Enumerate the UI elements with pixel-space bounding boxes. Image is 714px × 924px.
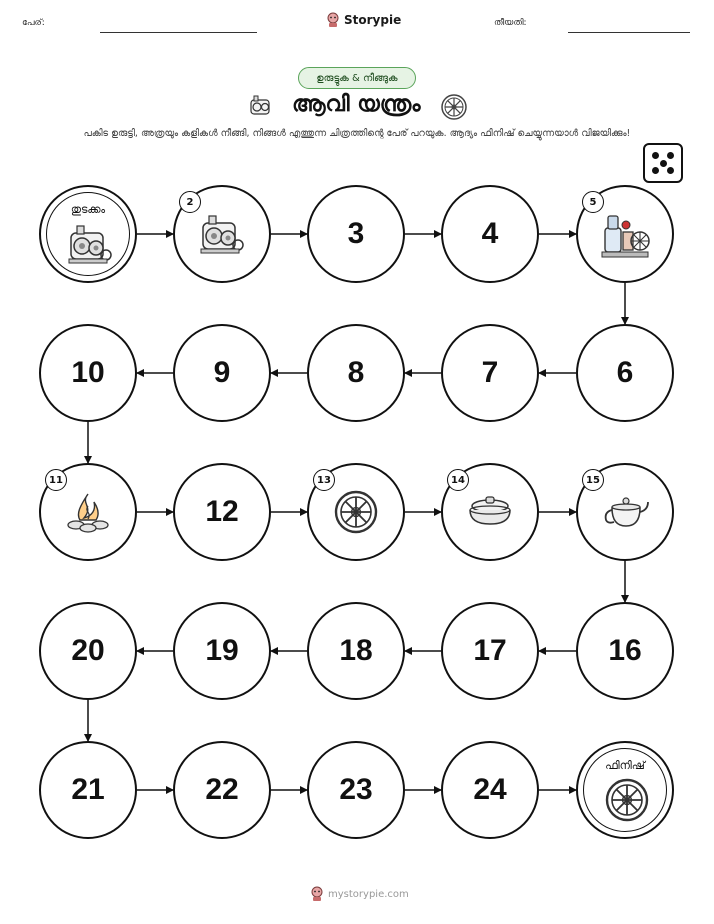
board-space-19 xyxy=(173,602,271,700)
space-number: 18 xyxy=(339,634,373,667)
space-number-badge: 11 xyxy=(45,469,67,491)
footer-site: mystorypie.com xyxy=(328,888,409,900)
start-space xyxy=(39,185,137,283)
board-space-21 xyxy=(39,741,137,839)
space-number: 3 xyxy=(347,217,365,250)
start-label: തുടക്കം xyxy=(70,203,106,216)
space-number-badge: 15 xyxy=(582,469,604,491)
space-number: 20 xyxy=(71,634,105,667)
board-space-7 xyxy=(441,324,539,422)
wagon-wheel-icon xyxy=(333,489,379,535)
board-space-24 xyxy=(441,741,539,839)
board-space-13 xyxy=(307,463,405,561)
space-number: 12 xyxy=(205,495,239,528)
brand-name: Storypie xyxy=(344,13,402,27)
board-space-22 xyxy=(173,741,271,839)
finish-label: ഫിനിഷ് xyxy=(605,759,645,772)
space-number: 7 xyxy=(481,356,499,389)
board-space-6 xyxy=(576,324,674,422)
space-number: 21 xyxy=(71,773,105,806)
name-label: പേര്: xyxy=(22,18,45,28)
board-space-15 xyxy=(576,463,674,561)
space-number: 6 xyxy=(616,356,634,389)
space-number: 4 xyxy=(481,217,499,250)
space-number: 17 xyxy=(473,634,507,667)
steam-engine-icon xyxy=(67,221,113,271)
instructions-text: പകിട ഉരുട്ടി, അത്രയും കളികൾ നീങ്ങി, നിങ്ങൾ എത്തുന്ന ചിത്രത്തിന്റെ പേര് പറയുക. ആദ്യം ഫിനിഷ് ചെയ്യുന്നയാൾ വിജയിക്കും! xyxy=(83,128,631,139)
space-number: 16 xyxy=(608,634,642,667)
space-number: 10 xyxy=(71,356,105,389)
footer xyxy=(310,886,409,902)
boiler-machine-icon xyxy=(599,208,651,260)
board-space-11 xyxy=(39,463,137,561)
board-space-9 xyxy=(173,324,271,422)
wagon-wheel-icon xyxy=(604,777,650,827)
steam-engine-icon xyxy=(199,211,245,257)
page-title: ആവി യന്ത്രം xyxy=(292,92,421,117)
board-space-17 xyxy=(441,602,539,700)
space-number-badge: 13 xyxy=(313,469,335,491)
space-number: 19 xyxy=(205,634,239,667)
space-number: 24 xyxy=(473,773,507,806)
space-number: 9 xyxy=(213,356,231,389)
board-space-16 xyxy=(576,602,674,700)
board-space-18 xyxy=(307,602,405,700)
board-space-23 xyxy=(307,741,405,839)
board-space-5 xyxy=(576,185,674,283)
board-space-4 xyxy=(441,185,539,283)
finish-space xyxy=(576,741,674,839)
board-space-2 xyxy=(173,185,271,283)
board-space-8 xyxy=(307,324,405,422)
footer-mascot-icon xyxy=(310,886,324,902)
board-space-20 xyxy=(39,602,137,700)
board-space-12 xyxy=(173,463,271,561)
board-space-3 xyxy=(307,185,405,283)
board-space-14 xyxy=(441,463,539,561)
space-number-badge: 2 xyxy=(179,191,201,213)
campfire-icon xyxy=(64,488,112,536)
space-number: 23 xyxy=(339,773,373,806)
lidded-pot-icon xyxy=(465,492,515,532)
teapot-icon xyxy=(600,490,650,534)
game-type-label: ഉരുട്ടുക & നീങ്ങുക xyxy=(316,72,398,84)
date-label: തീയതി: xyxy=(494,18,527,28)
board-space-10 xyxy=(39,324,137,422)
space-number-badge: 14 xyxy=(447,469,469,491)
space-number: 8 xyxy=(347,356,365,389)
space-number: 22 xyxy=(205,773,239,806)
space-number-badge: 5 xyxy=(582,191,604,213)
